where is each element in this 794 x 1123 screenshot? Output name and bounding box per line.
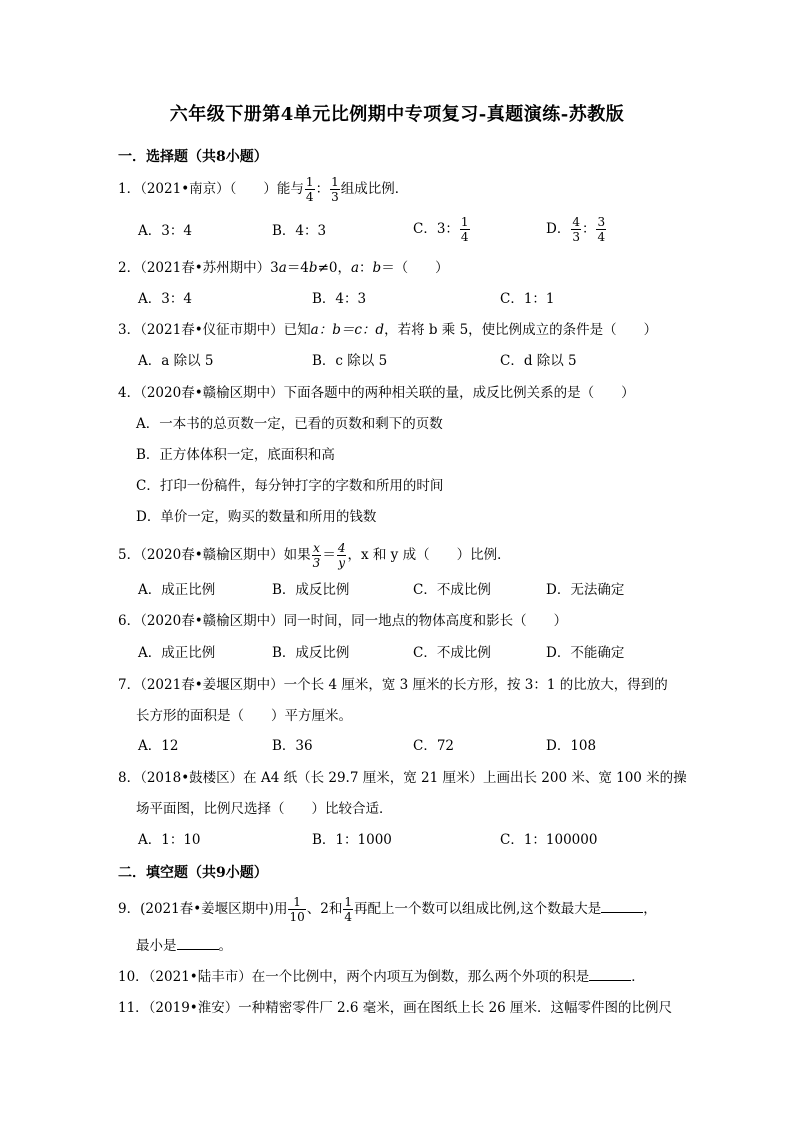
- q5-option-d: D．无法确定: [546, 582, 625, 598]
- question-6: 6．（2020春•赣榆区期中）同一时间，同一地点的物体高度和影长（ ）: [118, 613, 568, 629]
- section-heading-fill-in: 二．填空题（共9小题）: [118, 865, 268, 881]
- q7-option-d: D．108: [546, 738, 597, 754]
- answer-blank: [177, 937, 219, 950]
- q7-option-b: B．36: [272, 738, 313, 754]
- q7-option-a: A．12: [138, 738, 179, 754]
- q2-option-c: C．1：1: [500, 291, 555, 307]
- q1-option-a: A．3：4: [138, 223, 192, 239]
- q3-option-b: B．c 除以 5: [312, 353, 388, 369]
- q1-option-b: B．4：3: [272, 223, 327, 239]
- question-11: 11．（2019•淮安）一种精密零件厂 2.6 毫米，画在图纸上长 26 厘米．这幅零件图的比例尺: [118, 1000, 673, 1016]
- q4-option-a: A．一本书的总页数一定，已看的页数和剩下的页数: [136, 416, 443, 432]
- question-7-line-1: 7．（2021春•姜堰区期中）一个长 4 厘米，宽 3 厘米的长方形，按 3：1 的比放大，得到的: [118, 677, 668, 693]
- section-heading-choice: 一．选择题（共8小题）: [118, 149, 268, 165]
- question-3: 3．（2021春•仪征市期中）已知a：b＝c：d，若将 b 乘 5，使比例成立的条件是（ ）: [118, 322, 658, 338]
- question-10: 10．（2021•陆丰市）在一个比例中，两个内项互为倒数，那么两个外项的积是 ．: [118, 969, 645, 985]
- q1-prefix: 1．（2021•南京）（ ）能与: [118, 181, 304, 197]
- q6-option-a: A．成正比例: [138, 645, 216, 661]
- q1-option-d: D． $\frac{4}{3}$ ： $\frac{3}{4}$: [546, 215, 606, 244]
- question-8-line-2: 场平面图，比例尺选择（ ）比较合适．: [136, 801, 393, 817]
- question-8-line-1: 8．（2018•鼓楼区）在 A4 纸（长 29.7 厘米，宽 21 厘米）上画出长 200 米、宽 100 米的操: [118, 770, 687, 786]
- question-9: 9．(2021春•姜堰区期中)用 $\frac{1}{10}$ 、2和 $\frac{1}{4}$ 再配上一个数可以组成比例,这个数最大是 ，: [118, 895, 657, 924]
- q2-option-b: B．4：3: [312, 291, 367, 307]
- q3-option-a: A．a 除以 5: [138, 353, 214, 369]
- q2-option-a: A．3：4: [138, 291, 192, 307]
- q6-option-c: C．不成比例: [413, 645, 491, 661]
- question-7-line-2: 长方形的面积是（ ）平方厘米。: [136, 708, 352, 724]
- question-5: 5．（2020春•赣榆区期中）如果 $\frac{x}{3}$ ＝ $\frac{4}{y}$ ，x 和 y 成（ ）比例．: [118, 541, 511, 570]
- page-title: 六年级下册第4单元比例期中专项复习-真题演练-苏教版: [169, 104, 625, 125]
- answer-blank: [601, 900, 643, 913]
- fraction: $\frac{1}{3}$: [331, 175, 339, 204]
- answer-blank: [589, 968, 631, 981]
- q4-option-d: D．单价一定，购买的数量和所用的钱数: [136, 509, 377, 525]
- question-1: 1．（2021•南京）（ ）能与 $\frac{1}{4}$ ： $\frac{1}{3}$ 组成比例．: [118, 175, 409, 204]
- q6-option-d: D．不能确定: [546, 645, 625, 661]
- q4-option-b: B．正方体体积一定，底面积和高: [136, 447, 335, 463]
- q5-option-c: C．不成比例: [413, 582, 491, 598]
- question-4: 4．（2020春•赣榆区期中）下面各题中的两种相关联的量，成反比例关系的是（ ）: [118, 385, 635, 401]
- q8-option-a: A．1：10: [138, 832, 201, 848]
- q7-option-c: C．72: [413, 738, 455, 754]
- q1-option-c: C．3： $\frac{1}{4}$: [413, 215, 469, 244]
- q3-option-c: C．d 除以 5: [500, 353, 577, 369]
- q5-option-a: A．成正比例: [138, 582, 216, 598]
- question-2: 2．（2021春•苏州期中）3a＝4b≠0，a：b＝（ ）: [118, 260, 449, 276]
- q8-option-c: C．1：100000: [500, 832, 598, 848]
- q6-option-b: B．成反比例: [272, 645, 350, 661]
- fraction: $\frac{1}{4}$: [305, 175, 314, 204]
- q8-option-b: B．1：1000: [312, 832, 392, 848]
- question-9-line-2: 最小是 。: [136, 938, 232, 954]
- q5-option-b: B．成反比例: [272, 582, 350, 598]
- q4-option-c: C．打印一份稿件，每分钟打字的字数和所用的时间: [136, 478, 444, 494]
